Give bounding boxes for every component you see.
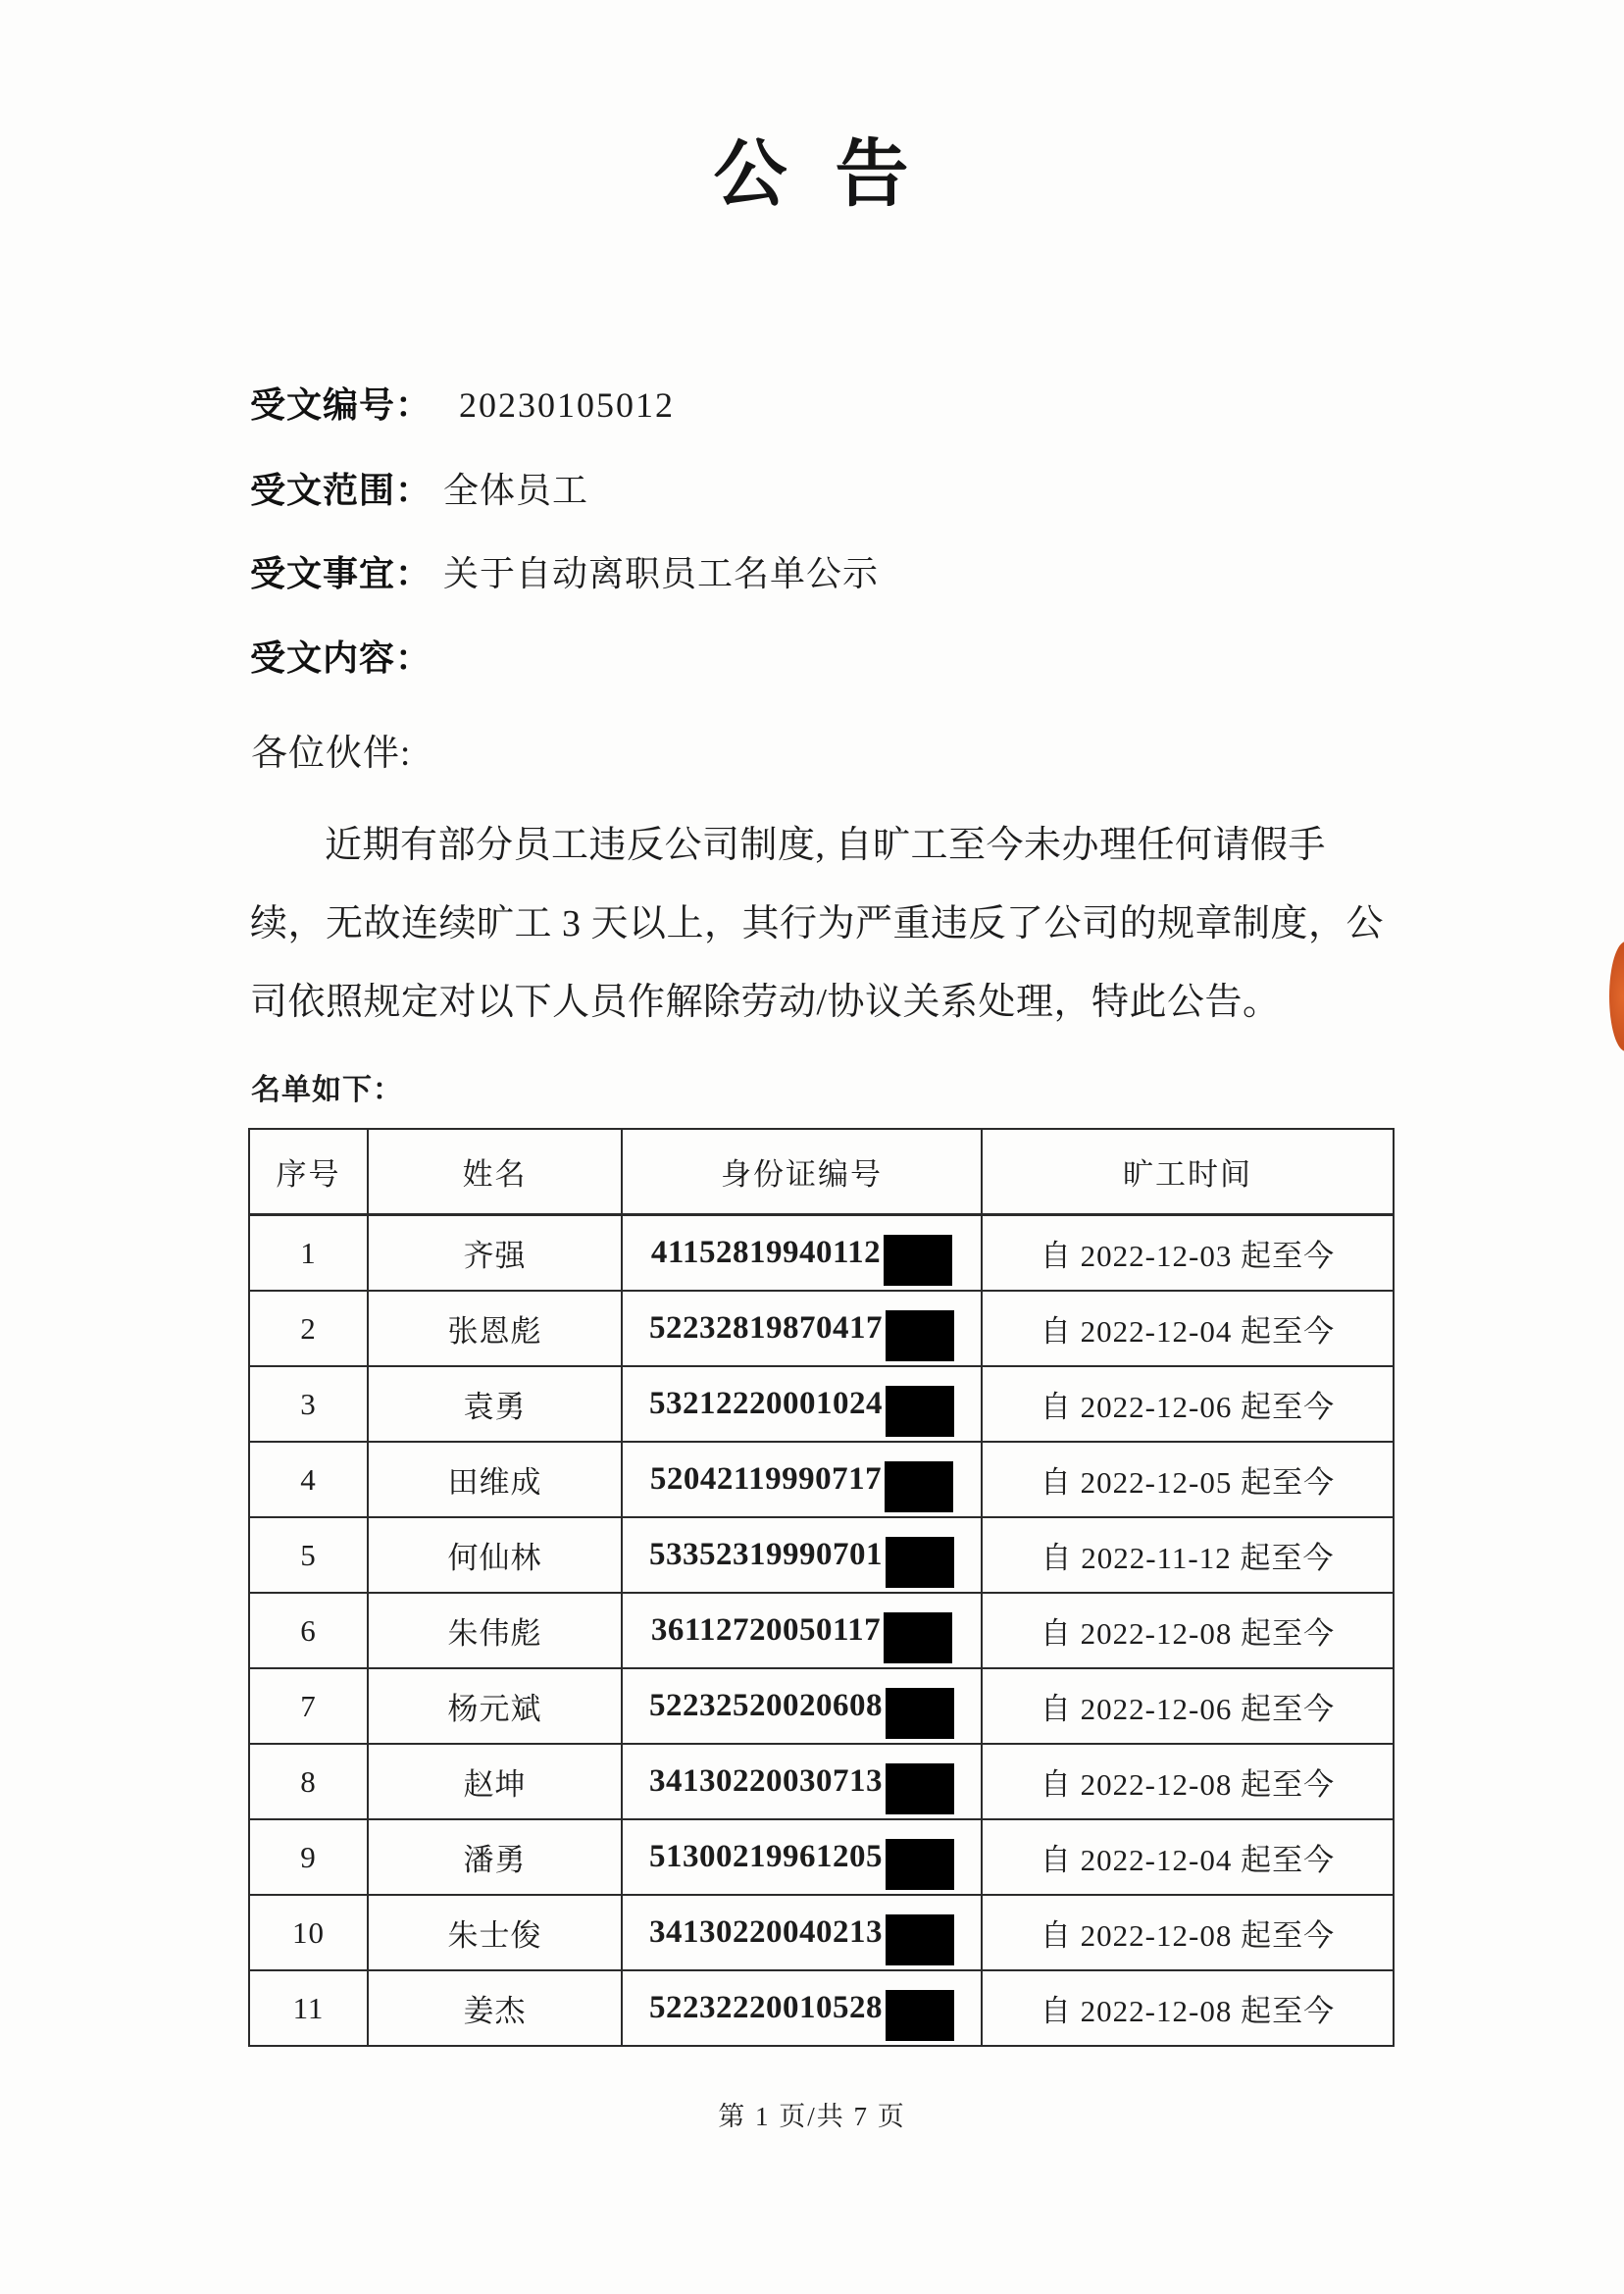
cell-id [622,1668,982,1744]
cell-name: 田维成 [368,1442,622,1517]
cell-no: 5 [249,1517,368,1593]
table-row [249,1517,1394,1593]
cell-id [622,1442,982,1517]
cell-no: 1 [249,1215,368,1292]
table-row [249,1291,1394,1366]
redaction-box [886,1310,954,1361]
field-doc-number-label: 受文编号： [250,385,432,425]
table-row [249,1668,1394,1744]
id-number: 52232520020608 [649,1688,883,1723]
field-scope [250,468,588,513]
cell-date: 自 2022-12-05 起至今 [982,1442,1394,1517]
cell-name: 何仙林 [368,1517,622,1593]
redaction-box [886,1386,954,1437]
list-intro: 名单如下： [251,1074,403,1106]
field-subject [250,551,879,596]
id-number: 52042119990717 [649,1461,883,1497]
redaction-box [886,1839,954,1890]
cell-name: 朱伟彪 [368,1593,622,1668]
cell-id [622,1291,982,1366]
cell-date: 自 2022-12-06 起至今 [982,1366,1394,1442]
cell-date: 自 2022-12-06 起至今 [982,1668,1394,1744]
cell-id [622,1819,982,1895]
cell-name: 朱士俊 [368,1895,622,1970]
header-name: 姓名 [368,1129,622,1215]
cell-id [622,1593,982,1668]
body-line-2: 续，无故连续旷工 3 天以上，其行为严重违反了公司的规章制度，公 [250,903,1385,944]
id-number: 53352319990701 [649,1537,883,1572]
cell-no: 8 [249,1744,368,1819]
cell-id [622,1517,982,1593]
cell-id [622,1895,982,1970]
id-number: 52232220010528 [649,1990,883,2025]
cell-name: 袁勇 [368,1366,622,1442]
table-row [249,1442,1394,1517]
cell-no: 11 [249,1970,368,2046]
cell-no: 4 [249,1442,368,1517]
header-date: 旷工时间 [982,1129,1394,1215]
field-subject-value: 关于自动离职员工名单公示 [443,554,880,593]
cell-no: 6 [249,1593,368,1668]
page-number-footer: 第 1 页/共 7 页 [718,2102,906,2131]
cell-no: 7 [249,1668,368,1744]
cell-date: 自 2022-12-08 起至今 [982,1895,1394,1970]
id-number: 51300219961205 [649,1839,883,1874]
resignation-table [248,1128,1395,2047]
table-row [249,1215,1394,1292]
cell-name: 姜杰 [368,1970,622,2046]
redaction-box [886,1914,954,1965]
header-id: 身份证编号 [622,1129,982,1215]
field-content [250,636,443,681]
cell-id [622,1215,982,1292]
table-row [249,1895,1394,1970]
cell-date: 自 2022-11-12 起至今 [982,1517,1394,1593]
field-doc-number [250,382,675,428]
table-row [249,1366,1394,1442]
cell-date: 自 2022-12-08 起至今 [982,1744,1394,1819]
cell-name: 赵坤 [368,1744,622,1819]
cell-name: 潘勇 [368,1819,622,1895]
cell-name: 杨元斌 [368,1668,622,1744]
id-number: 53212220001024 [649,1386,883,1421]
cell-name: 齐强 [368,1215,622,1292]
table-row [249,1819,1394,1895]
table-header-row [249,1129,1394,1215]
redaction-box [884,1612,952,1663]
id-number: 36112720050117 [650,1612,882,1648]
field-doc-number-value: 20230105012 [459,385,676,425]
id-number: 41152819940112 [650,1235,882,1270]
cell-date: 自 2022-12-03 起至今 [982,1215,1394,1292]
cell-no: 10 [249,1895,368,1970]
id-number: 34130220030713 [649,1763,883,1799]
id-number: 34130220040213 [649,1914,883,1950]
cell-date: 自 2022-12-08 起至今 [982,1593,1394,1668]
page-title: 公 告 [713,134,911,216]
redaction-box [886,1763,954,1814]
cell-date: 自 2022-12-04 起至今 [982,1291,1394,1366]
orange-scan-stain [1609,942,1624,1051]
redaction-box [885,1461,953,1512]
body-line-3: 司依照规定对以下人员作解除劳动/协议关系处理，特此公告。 [250,982,1281,1023]
cell-no: 3 [249,1366,368,1442]
salutation: 各位伙伴: [251,734,412,774]
redaction-box [886,1688,954,1739]
redaction-box [886,1537,954,1588]
field-scope-label: 受文范围： [250,471,432,510]
cell-id [622,1970,982,2046]
cell-id [622,1366,982,1442]
field-scope-value: 全体员工 [443,471,589,510]
cell-date: 自 2022-12-08 起至今 [982,1970,1394,2046]
table-row [249,1744,1394,1819]
table-row [249,1593,1394,1668]
cell-id [622,1744,982,1819]
header-no: 序号 [249,1129,368,1215]
field-subject-label: 受文事宜： [250,554,432,593]
cell-date: 自 2022-12-04 起至今 [982,1819,1394,1895]
redaction-box [884,1235,952,1286]
cell-no: 2 [249,1291,368,1366]
cell-name: 张恩彪 [368,1291,622,1366]
id-number: 52232819870417 [649,1310,883,1346]
redaction-box [886,1990,954,2041]
table-row [249,1970,1394,2046]
cell-no: 9 [249,1819,368,1895]
body-line-1: 近期有部分员工违反公司制度, 自旷工至今未办理任何请假手 [325,825,1327,866]
field-content-label: 受文内容： [250,638,432,678]
